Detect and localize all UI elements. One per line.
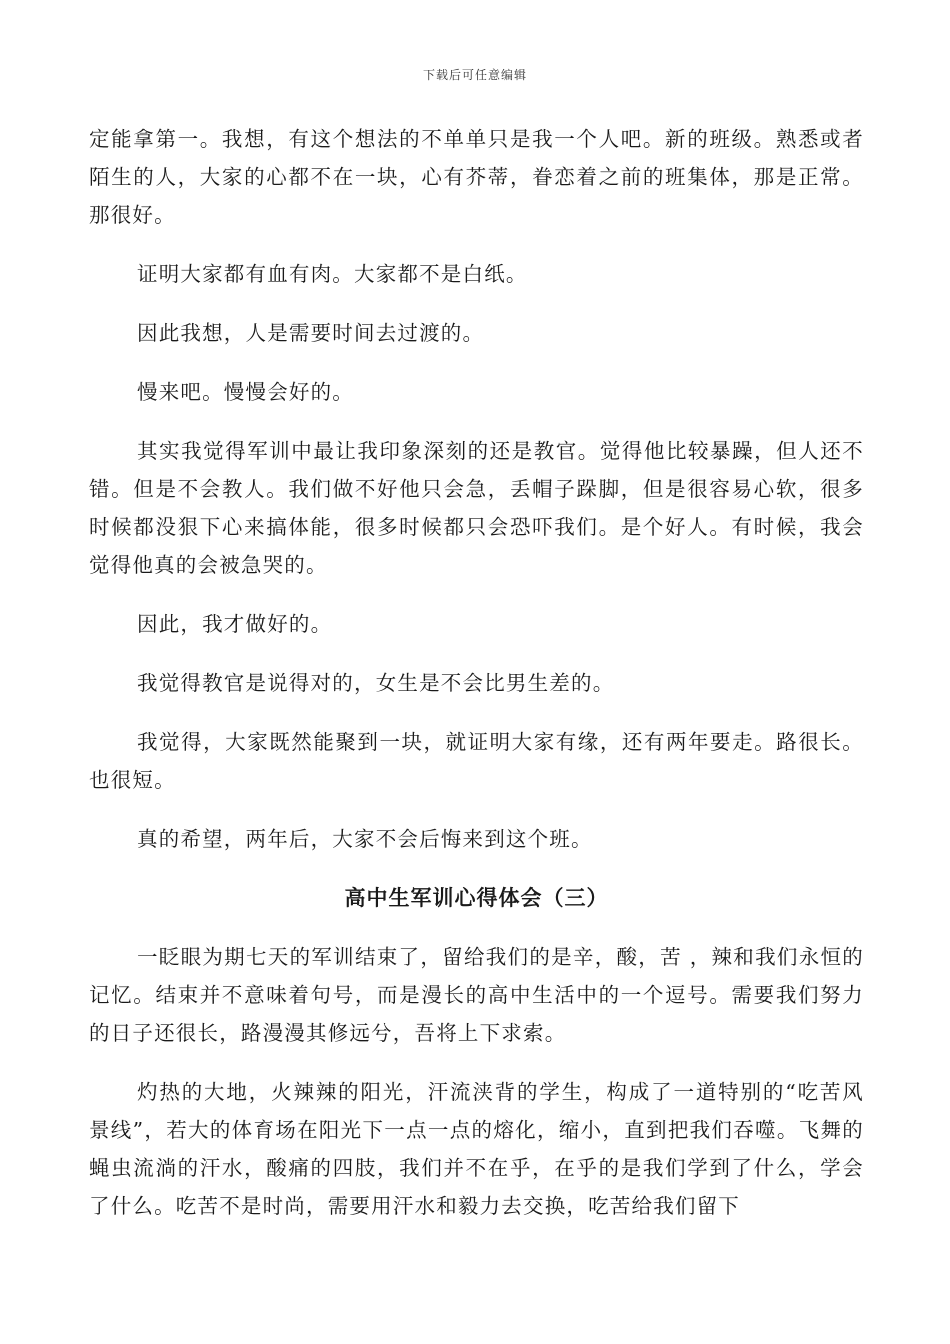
- paragraph: 我觉得，大家既然能聚到一块，就证明大家有缘，还有两年要走。路很长。也很短。: [89, 730, 864, 792]
- document-body: [89, 120, 864, 1246]
- paragraph: 因此，我才做好的。: [137, 612, 333, 636]
- paragraph: 真的希望，两年后，大家不会后悔来到这个班。: [137, 827, 593, 851]
- paragraph: 灼热的大地，火辣辣的阳光，汗流浃背的学生，构成了一道特别的“吃苦风景线”，若大的体育场在阳光下一点一点的熔化，缩小，直到把我们吞噬。飞舞的蝇虫流淌的汗水，酸痛的四肢，我们并不在乎，在乎的是我们学到了什么，学会了什么。吃苦不是时尚，需要用汗水和毅力去交换，吃苦给我们留下: [89, 1080, 864, 1218]
- paragraph: 证明大家都有血有肉。大家都不是白纸。: [137, 262, 528, 286]
- paragraph: 因此我想，人是需要时间去过渡的。: [137, 321, 485, 345]
- paragraph: 慢来吧。慢慢会好的。: [137, 380, 354, 404]
- paragraph: 我觉得教官是说得对的，女生是不会比男生差的。: [137, 671, 615, 695]
- paragraph-continuation: 定能拿第一。我想，有这个想法的不单单只是我一个人吧。新的班级。熟悉或者陌生的人，大家的心都不在一块，心有芥蒂，眷恋着之前的班集体，那是正常。那很好。: [89, 127, 864, 227]
- paragraph: 一眨眼为期七天的军训结束了，留给我们的是辛，酸，苦 ，辣和我们永恒的记忆。结束并不意味着句号，而是漫长的高中生活中的一个逗号。需要我们努力的日子还很长，路漫漫其修远兮，吾将上下求索。: [89, 945, 864, 1045]
- page-header: 下载后可任意编辑: [422, 68, 527, 82]
- section-title: 高中生军训心得体会（三）: [344, 886, 609, 910]
- paragraph: 其实我觉得军训中最让我印象深刻的还是教官。觉得他比较暴躁，但人还不错。但是不会教人。我们做不好他只会急，丢帽子跺脚，但是很容易心软，很多时候都没狠下心来搞体能，很多时候都只会恐吓我们。是个好人。有时候，我会觉得他真的会被急哭的。: [89, 439, 864, 577]
